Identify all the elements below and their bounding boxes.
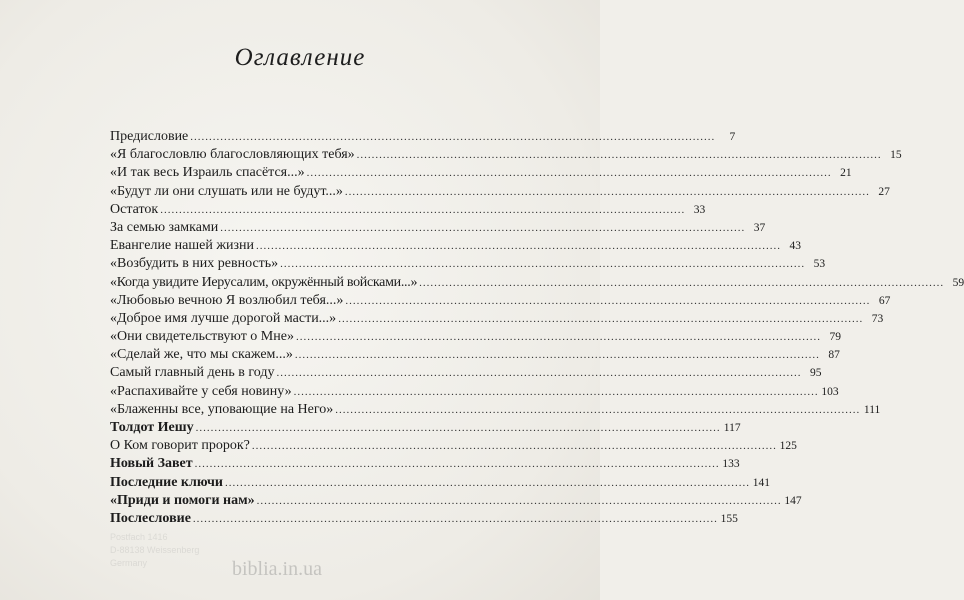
dot-leader: ............................................................................................................................................ <box>280 258 806 271</box>
toc-entry-page: 37 <box>753 221 766 234</box>
toc-entry <box>110 255 826 273</box>
toc-entry-title: Толдот Иешу <box>110 420 194 435</box>
dot-leader: ............................................................................................................................................ <box>335 403 861 416</box>
toc-entry-title: Евангелие нашей жизни <box>110 238 255 254</box>
toc-entry-title: «Я благословлю благословляющих тебя» <box>110 147 355 163</box>
dot-leader: ............................................................................................................................................ <box>276 367 802 380</box>
toc-entry-page: 111 <box>863 403 881 416</box>
toc-entry-title: За семью замками <box>110 219 219 235</box>
toc-entry-page: 33 <box>693 203 706 216</box>
toc-entry-title: «Будут ли они слушать или не будут...» <box>110 183 343 199</box>
dot-leader: ............................................................................................................................................ <box>194 458 720 471</box>
toc-entry <box>110 474 770 492</box>
toc-entry <box>110 128 736 146</box>
toc-entry <box>110 292 891 310</box>
toc-entry-page: 95 <box>809 367 822 380</box>
toc-entry <box>110 328 841 346</box>
dot-leader: ............................................................................................................................................ <box>338 312 864 325</box>
toc-entry-page: 133 <box>722 458 740 471</box>
toc-entry <box>110 183 890 201</box>
dot-leader: ............................................................................................................................................ <box>344 185 870 198</box>
toc-entry-page: 67 <box>878 294 891 307</box>
imprint-line: D-88138 Weissenberg <box>110 545 200 555</box>
dot-leader: ............................................................................................................................................ <box>192 512 718 525</box>
toc-entry-title: «Любовью вечною Я возлюбил тебя...» <box>110 292 344 308</box>
toc-entry-page: 7 <box>729 131 736 143</box>
toc-entry-title: «Распахивайте у себя новину» <box>110 383 292 399</box>
dot-leader: ............................................................................................................................................ <box>224 476 750 489</box>
toc-entry <box>110 492 802 510</box>
toc-entry <box>110 201 706 219</box>
toc-entry-page: 79 <box>829 331 841 344</box>
toc-entry <box>110 383 839 401</box>
toc-entry <box>110 510 738 528</box>
toc-entry-title: Остаток <box>110 201 159 217</box>
toc-entry-page: 141 <box>752 476 770 489</box>
imprint-line: Postfach 1416 <box>110 532 168 542</box>
dot-leader: ............................................................................................................................................ <box>293 385 819 398</box>
toc-entry-title: «Сделай же, что мы скажем...» <box>110 347 293 363</box>
toc-entry <box>110 146 902 164</box>
toc-entry-page: 125 <box>779 440 797 453</box>
toc-entry <box>110 164 852 182</box>
bleed-through-imprint <box>110 531 199 570</box>
toc-entry-title: О Ком говорит пророк? <box>110 438 250 454</box>
toc-entry-title: «И так весь Израиль спасётся...» <box>110 165 305 181</box>
toc-entry-title: «Когда увидите Иерусалим, окружённый войсками...» <box>110 274 418 290</box>
dot-leader: ............................................................................................................................................ <box>356 149 882 162</box>
toc-entry-title: Самый главный день в году <box>110 365 275 381</box>
page-title: Оглавление <box>234 44 366 71</box>
toc-entry-page: 73 <box>871 312 884 325</box>
toc-entry-title: «Доброе имя лучше дорогой масти...» <box>110 310 337 326</box>
toc-entry-title: «Блаженны все, уповающие на Него» <box>110 401 334 417</box>
dot-leader: ............................................................................................................................................ <box>295 331 821 344</box>
imprint-line: Germany <box>110 558 148 568</box>
toc-entry-title: «Возбудить в них ревность» <box>110 256 279 272</box>
toc-entry-title: «Приди и помоги нам» <box>110 492 255 508</box>
toc-entry-title: Предисловие <box>110 129 189 144</box>
toc-entry-title: Последние ключи <box>110 474 223 490</box>
toc-entry <box>110 364 822 382</box>
dot-leader: ............................................................................................................................................ <box>256 494 782 507</box>
toc-entry-page: 15 <box>890 149 902 162</box>
toc-entry <box>110 219 766 237</box>
toc-entry-page: 43 <box>789 240 802 253</box>
toc-entry <box>110 310 884 328</box>
toc-entry-page: 21 <box>840 167 852 180</box>
toc-entry-page: 117 <box>723 422 741 434</box>
toc-entry <box>110 437 797 455</box>
dot-leader: ............................................................................................................................................ <box>256 240 782 253</box>
toc-entry-page: 27 <box>878 185 890 198</box>
toc-entry-page: 155 <box>720 512 738 525</box>
toc-entry <box>110 401 881 419</box>
toc-entry-page: 53 <box>813 258 826 271</box>
dot-leader: ............................................................................................................................................ <box>160 203 686 216</box>
dot-leader: ............................................................................................................................................ <box>251 440 777 453</box>
toc-entry <box>110 274 964 292</box>
dot-leader: ............................................................................................................................................ <box>306 167 832 180</box>
toc-entry-page: 87 <box>828 349 840 362</box>
toc-entry-title: Новый Завет <box>110 456 193 472</box>
toc-entry <box>110 455 740 473</box>
toc-entry-page: 147 <box>784 494 802 507</box>
watermark: biblia.in.ua <box>232 558 322 580</box>
toc-entry-title: «Они свидетельствуют о Мне» <box>110 329 294 345</box>
toc-entry-page: 103 <box>821 385 839 398</box>
toc-entry <box>110 237 802 255</box>
toc-entry <box>110 346 840 364</box>
toc-entry <box>110 419 741 437</box>
dot-leader: ............................................................................................................................................ <box>195 422 721 434</box>
dot-leader: ............................................................................................................................................ <box>190 131 716 143</box>
dot-leader: ............................................................................................................................................ <box>220 221 746 234</box>
dot-leader: ............................................................................................................................................ <box>419 276 945 289</box>
toc-entry-page: 59 <box>952 276 964 289</box>
dot-leader: ............................................................................................................................................ <box>294 349 820 362</box>
dot-leader: ............................................................................................................................................ <box>345 294 871 307</box>
table-of-contents <box>110 128 964 528</box>
toc-entry-title: Послесловие <box>110 510 191 526</box>
